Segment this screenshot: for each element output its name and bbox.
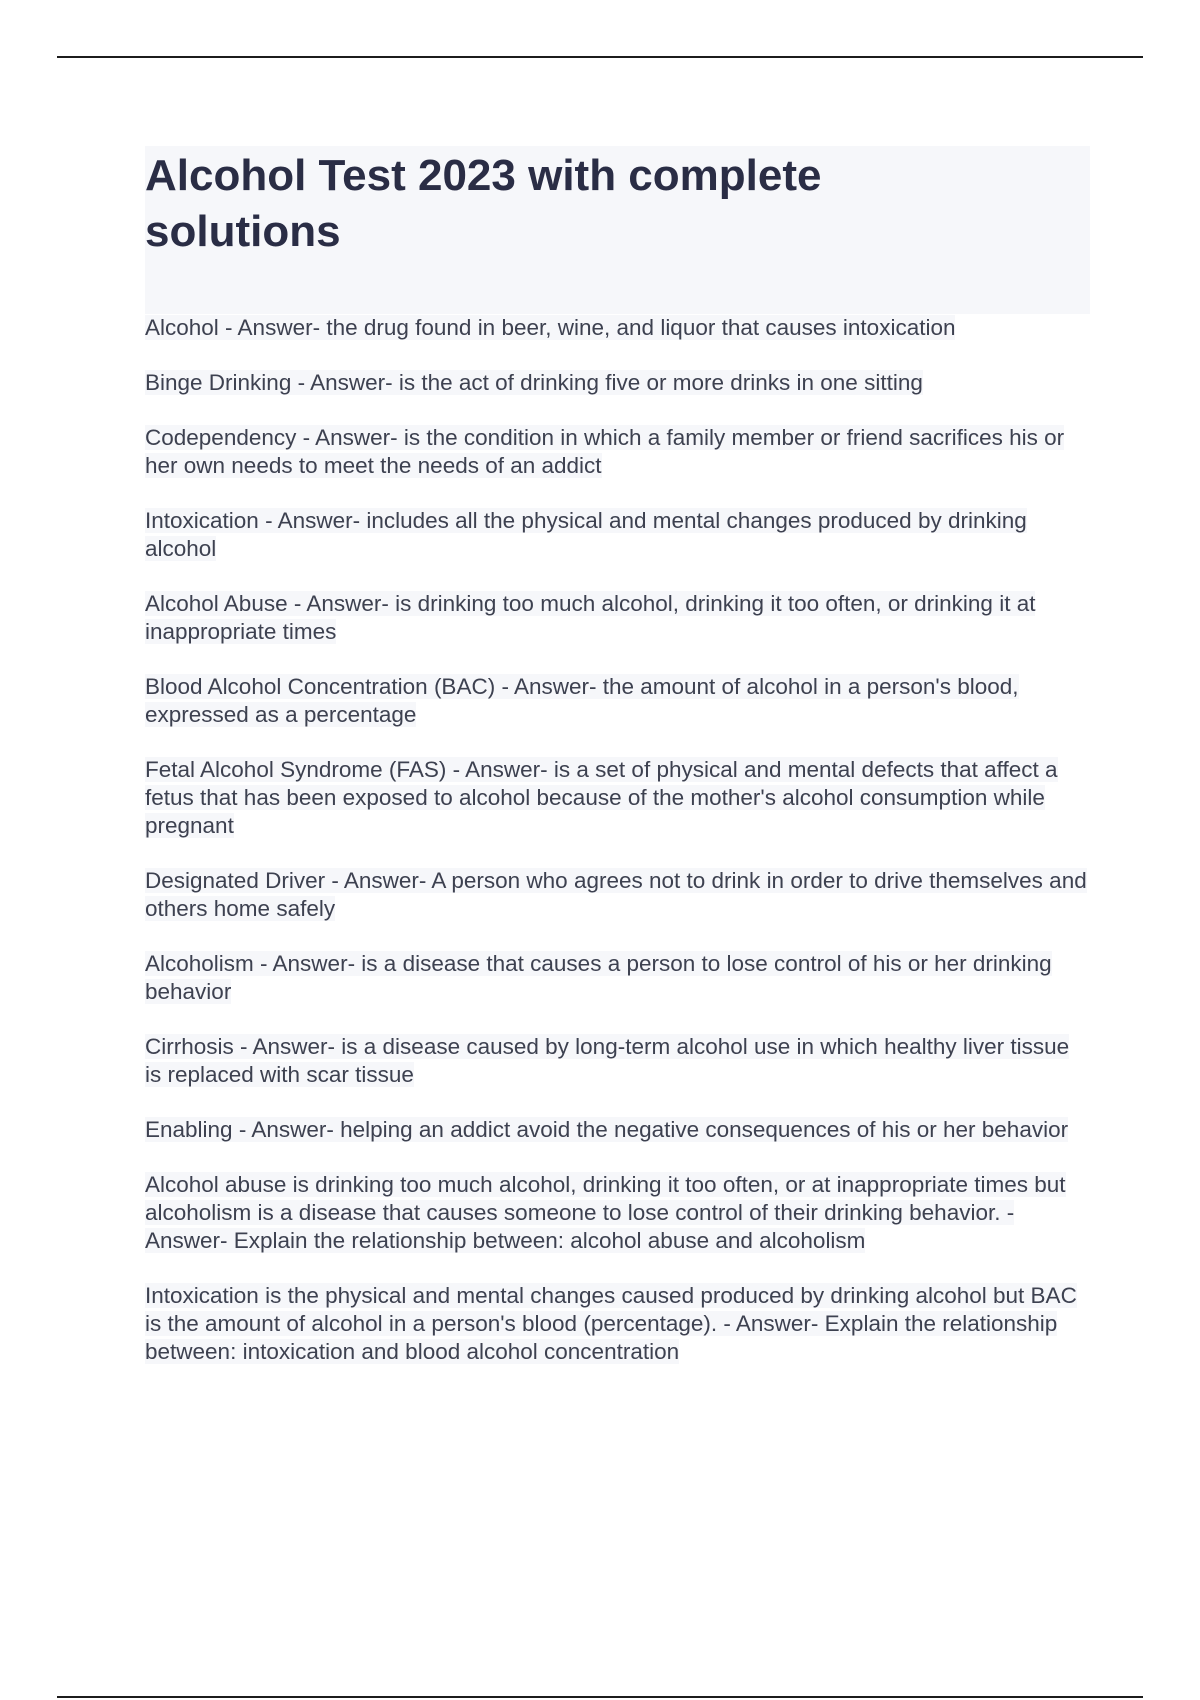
qa-item xyxy=(145,1171,1090,1255)
qa-text: Alcohol abuse is drinking too much alcohol, drinking it too often, or at inappropriate times but alcoholism is a disease that causes someone to lose control of their drinking behavior. - Answer- Explain the relationship between: alcohol abuse and alcoholism xyxy=(145,1172,1066,1253)
qa-item xyxy=(145,1033,1090,1089)
qa-text: Alcohol Abuse - Answer- is drinking too much alcohol, drinking it too often, or drinking it at inappropriate times xyxy=(145,591,1036,644)
qa-item xyxy=(145,867,1090,923)
qa-text: Codependency - Answer- is the condition in which a family member or friend sacrifices his or her own needs to meet the needs of an addict xyxy=(145,425,1065,478)
qa-text: Alcoholism - Answer- is a disease that causes a person to lose control of his or her drinking behavior xyxy=(145,951,1052,1004)
qa-text: Intoxication - Answer- includes all the physical and mental changes produced by drinking alcohol xyxy=(145,508,1027,561)
qa-item xyxy=(145,950,1090,1006)
qa-item xyxy=(145,756,1090,840)
qa-item xyxy=(145,369,1090,397)
title-block xyxy=(145,146,1090,314)
qa-item xyxy=(145,507,1090,563)
qa-text: Intoxication is the physical and mental changes caused produced by drinking alcohol but BAC is the amount of alcohol in a person's blood (percentage). - Answer- Explain the relationship between: intoxication and blood alcohol concentration xyxy=(145,1283,1077,1364)
bottom-rule xyxy=(57,1696,1143,1698)
qa-item xyxy=(145,590,1090,646)
qa-item xyxy=(145,424,1090,480)
document-body xyxy=(145,146,1090,1393)
document-title: Alcohol Test 2023 with complete solutions xyxy=(145,151,822,256)
qa-item xyxy=(145,1282,1090,1366)
qa-text: Blood Alcohol Concentration (BAC) - Answer- the amount of alcohol in a person's blood, expressed as a percentage xyxy=(145,674,1019,727)
qa-text: Alcohol - Answer- the drug found in beer, wine, and liquor that causes intoxication xyxy=(145,315,956,340)
top-rule xyxy=(57,56,1143,58)
qa-text: Fetal Alcohol Syndrome (FAS) - Answer- is a set of physical and mental defects that affect a fetus that has been exposed to alcohol because of the mother's alcohol consumption while pregnant xyxy=(145,757,1058,838)
qa-item xyxy=(145,314,1090,342)
qa-text: Cirrhosis - Answer- is a disease caused by long-term alcohol use in which healthy liver tissue is replaced with scar tissue xyxy=(145,1034,1070,1087)
qa-item xyxy=(145,1116,1090,1144)
qa-text: Binge Drinking - Answer- is the act of drinking five or more drinks in one sitting xyxy=(145,370,923,395)
qa-text: Designated Driver - Answer- A person who agrees not to drink in order to drive themselves and others home safely xyxy=(145,868,1087,921)
qa-item xyxy=(145,673,1090,729)
qa-list xyxy=(145,314,1090,1366)
qa-text: Enabling - Answer- helping an addict avoid the negative consequences of his or her behavior xyxy=(145,1117,1069,1142)
